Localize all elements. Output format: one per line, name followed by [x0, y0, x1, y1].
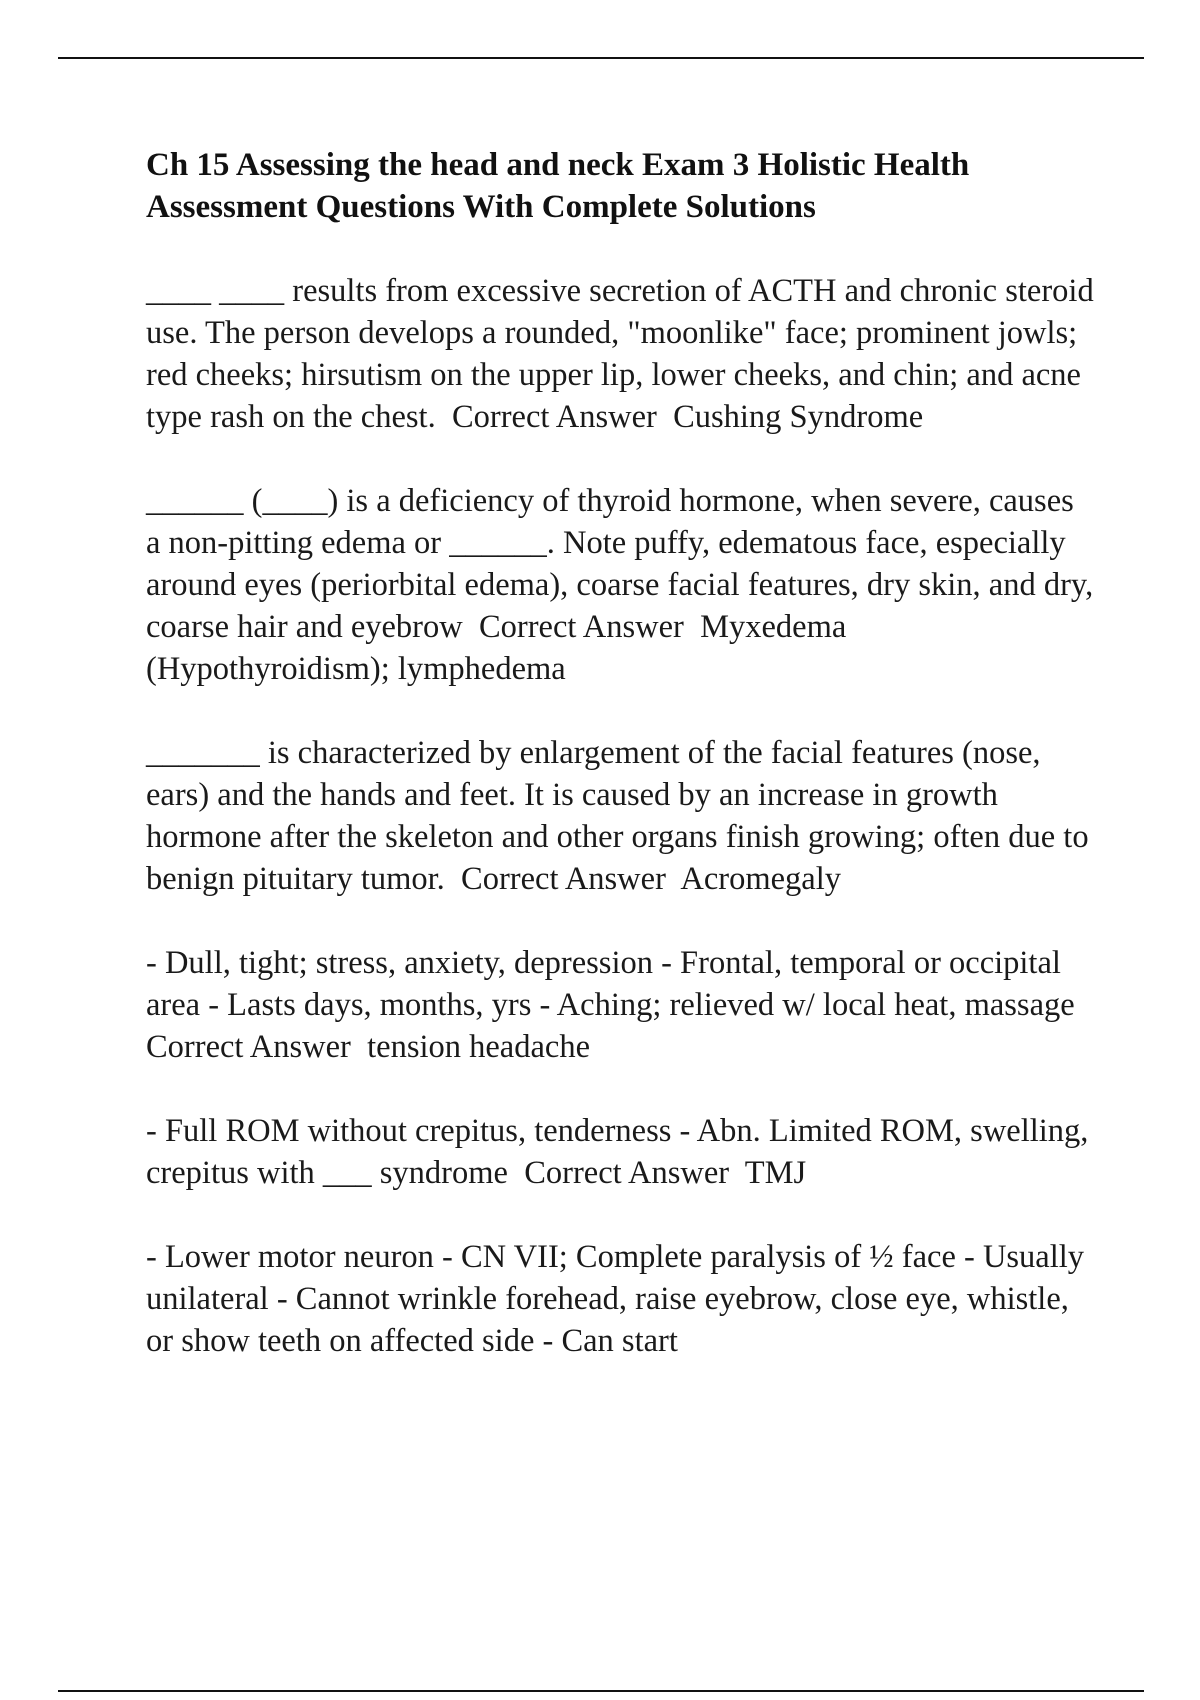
- qa-entry-lower-motor-neuron: - Lower motor neuron - CN VII; Complete paralysis of ½ face - Usually unilateral - Cannot wrinkle forehead, raise eyebrow, close eye, whistle, or show teeth on affected side - Can start: [146, 1239, 1093, 1359]
- document-title: Ch 15 Assessing the head and neck Exam 3 Holistic Health Assessment Questions With Complete Solutions: [146, 147, 970, 225]
- bottom-divider: [58, 1690, 1144, 1692]
- qa-entry-tension-headache: - Dull, tight; stress, anxiety, depression - Frontal, temporal or occipital area - Lasts days, months, yrs - Aching; relieved w/ local heat, massage Correct Answer tension headache: [146, 945, 1091, 1065]
- qa-entry-myxedema: ______ (____) is a deficiency of thyroid hormone, when severe, causes a non-pitting edema or ______. Note puffy, edematous face, especially around eyes (periorbital edema), coarse facial features, dry skin, and dry, coarse hair and eyebrow Correct Answer Myxedema (Hypothyroidism); lymphedema: [146, 483, 1102, 687]
- qa-entry-tmj: - Full ROM without crepitus, tenderness - Abn. Limited ROM, swelling, crepitus with ___ syndrome Correct Answer TMJ: [146, 1113, 1097, 1191]
- qa-entry-acromegaly: _______ is characterized by enlargement of the facial features (nose, ears) and the hands and feet. It is caused by an increase in growth hormone after the skeleton and other organs finish growing; often due to benign pituitary tumor. Correct Answer Acromegaly: [146, 735, 1097, 897]
- top-divider: [58, 57, 1144, 59]
- document-body: [146, 144, 1102, 1404]
- qa-entry-cushing: ____ ____ results from excessive secretion of ACTH and chronic steroid use. The person develops a rounded, "moonlike" face; prominent jowls; red cheeks; hirsutism on the upper lip, lower cheeks, and chin; and acne type rash on the chest. Correct Answer Cushing Syndrome: [146, 273, 1102, 435]
